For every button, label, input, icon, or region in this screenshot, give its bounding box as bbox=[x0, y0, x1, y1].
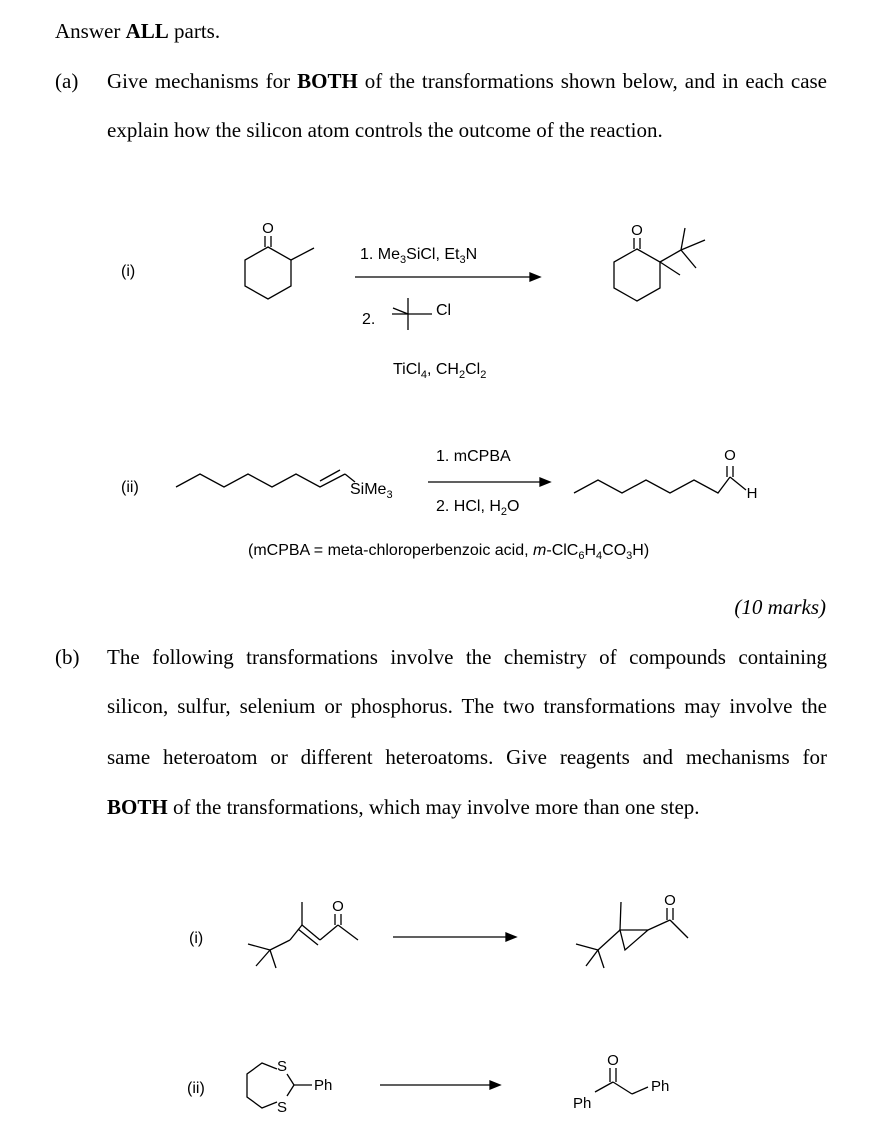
reactant-oxygen-label: O bbox=[262, 220, 274, 237]
part-a-line-1-pre: Give mechanisms for bbox=[107, 69, 291, 93]
ketone-phenyl-left-label: Ph bbox=[573, 1095, 592, 1112]
vinylsilane-chain bbox=[176, 474, 345, 487]
part-b-line-4-post: of the transformations, which may involve more than one step. bbox=[172, 795, 700, 819]
part-b-ii-label: (ii) bbox=[187, 1080, 205, 1097]
instruction-emphasis: ALL bbox=[125, 19, 169, 43]
tert-butyl-chloride bbox=[392, 298, 432, 330]
ketone-oxygen-label: O bbox=[607, 1052, 619, 1069]
part-b-i-arrowhead bbox=[506, 933, 516, 941]
part-a-ii-reagent-2: 2. HCl, $H_2O$ bbox=[436, 498, 520, 519]
dithiane-reactant bbox=[247, 1058, 332, 1116]
part-a-i-reagent-2-chlorine: Cl bbox=[436, 302, 452, 319]
product-oxygen-label: O bbox=[631, 222, 643, 239]
part-a-ii-reagent-1: 1. mCPBA bbox=[436, 448, 511, 465]
dithiane-sulfur-2-label: S bbox=[276, 1099, 288, 1116]
part-a-ii-simes: SiMe$_3$ bbox=[350, 481, 393, 502]
part-a-marks: (10 marks) bbox=[734, 595, 826, 619]
part-a-ii-arrowhead bbox=[540, 478, 550, 486]
cyclopropane-product bbox=[576, 892, 688, 968]
product-ketone bbox=[614, 222, 705, 301]
enone-reactant bbox=[248, 898, 358, 968]
ketone-product bbox=[573, 1052, 669, 1112]
part-b-line-4-bold: BOTH bbox=[107, 795, 168, 819]
part-a-line-2: explain how the silicon atom controls the outcome of the reaction. bbox=[107, 118, 663, 142]
part-a-i-reagent-3: TiCl$_4$, $CH_2Cl_2$ bbox=[393, 361, 487, 382]
part-a-ii-label: (ii) bbox=[121, 479, 139, 496]
part-b-line-3: same heteroatom or different heteroatoms. Give reagents and mechanisms for bbox=[107, 745, 827, 769]
cyclopropane-oxygen-label: O bbox=[664, 892, 676, 909]
part-b-i-label: (i) bbox=[189, 930, 204, 947]
part-a-line-1-post: of the transformations shown below, and in each case bbox=[364, 69, 828, 93]
reactant-methylcyclohexanone bbox=[245, 220, 314, 299]
ketone-phenyl-right-label: Ph bbox=[651, 1078, 670, 1095]
enone-oxygen-label: O bbox=[332, 898, 344, 915]
part-a-i-label: (i) bbox=[121, 263, 136, 280]
dithiane-phenyl-label: Ph bbox=[314, 1077, 333, 1094]
product-aldehyde bbox=[574, 447, 757, 502]
part-a-i-reagent-1: 1. $Me_3SiCl$, $Et_3N$ bbox=[360, 246, 478, 267]
part-b-line-1: The following transformations involve the chemistry of compounds containing bbox=[107, 645, 827, 669]
instruction-prefix: Answer bbox=[55, 19, 121, 43]
instruction-suffix: parts. bbox=[174, 19, 221, 43]
part-a-line-1-bold: BOTH bbox=[297, 69, 358, 93]
aldehyde-hydrogen-label: H bbox=[746, 485, 758, 502]
part-a-label: (a) bbox=[55, 69, 79, 93]
part-b-ii-arrowhead bbox=[490, 1081, 500, 1089]
part-a-ii-note: (mCPBA = meta-chloroperbenzoic acid, $m-ClC_6H_4CO_3H$) bbox=[248, 542, 650, 563]
part-a-i-arrowhead bbox=[530, 273, 540, 281]
dithiane-sulfur-1-label: S bbox=[276, 1058, 288, 1075]
part-b-line-2: silicon, sulfur, selenium or phosphorus. The two transformations may involve the bbox=[107, 694, 827, 718]
part-a-i-reagent-2-number: 2. bbox=[362, 311, 376, 328]
part-b-label: (b) bbox=[55, 645, 80, 669]
aldehyde-oxygen-label: O bbox=[724, 447, 736, 464]
